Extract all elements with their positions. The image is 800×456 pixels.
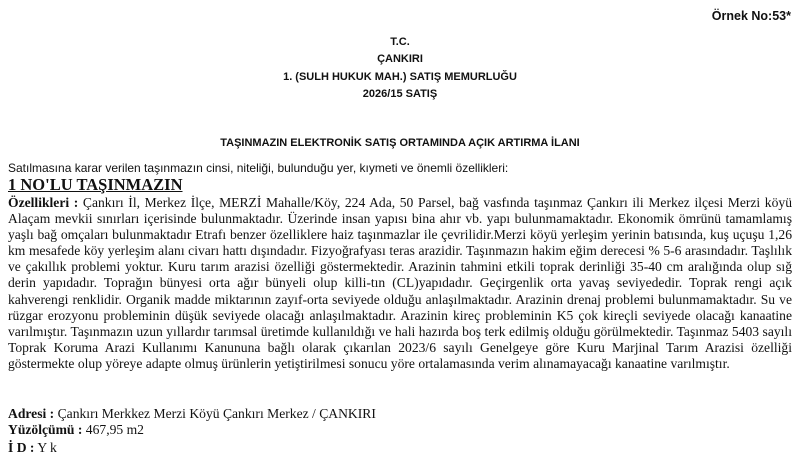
- features-paragraph: [8, 195, 792, 372]
- area-value: 467,95 m2: [85, 422, 144, 437]
- sample-number: Örnek No:53*: [711, 9, 791, 23]
- area-label: Yüzölçümü :: [8, 422, 83, 437]
- partial-label: İ D :: [8, 440, 35, 455]
- features-text: Çankırı İl, Merkez İlçe, MERZİ Mahalle/Köy, 224 Ada, 50 Parsel, bağ vasfında taşınmaz Çankırı ili Merkez ilçesi Merzi köyü Alaçam mevkii sınırları içerisinde bulunmaktadır. Üzerinde insan yapısı bina ahır vb. yapı bulunmamaktadır. Ekonomik ömrünü tamamlamış yaşlı bağ omçaları bulunmaktadır Etrafı benzer özelliklere haiz taşınmazlar ile çevrilidir.Merzi köyü yerleşim yerinin batısında, kuş uçuşu 1,26 km mesafede köy yerleşim alanı civarı hattı dışındadır. Fizyoğrafyası teras arazidir. Taşınmazın hakim eğim derecesi % 5-6 arasındadır. Taşlılık ve çakıllık problemi yoktur. Kuru tarım arazisi özelliği göstermektedir. Arazinin tahmini etkili toprak derinliği 35-40 cm aralığında olup sığ derin yapıdadır. Toprağın bünyesi orta ağır bünyeli olup killi-tın (CL)yapıdadır. Geçirgenlik orta yavaş seviyededir. Toprak rengi açık kahverengi renklidir. Organik madde miktarının zayıf-orta seviyede olduğu anlaşılmaktadır. Arazinin drenaj problemi bulunmamaktadır. Su ve rüzgar erozyonu probleminin düşük seviyede olacağı anlaşılmaktadır. Arazinin kireç probleminin K5 çok kireçli seviyede olacağı kanaatine varılmıştır. Taşınmazın uzun yıllardır tarımsal üretimde kullanıldığı ve hali hazırda boş terk edilmiş olduğu görülmektedir. Taşınmaz 5403 sayılı Toprak Koruma Arazi Kullanımı Kanununa bağlı olarak çıkarılan 2023/6 sayılı Genelgeye göre Kuru Marjinal Tarım Arazisi özelliği göstermekte olup yöreye adapte olmuş ürünlerin yetiştirilmesi sonucu yöre ortalamasında verim alınamayacağı kanaatine varılmıştır.: [8, 195, 792, 371]
- features-label: Özellikleri :: [8, 195, 79, 210]
- address-label: Adresi :: [8, 406, 55, 421]
- area-line: [8, 422, 144, 438]
- header-office: 1. (SULH HUKUK MAH.) SATIŞ MEMURLUĞU: [283, 70, 517, 83]
- header-file-no: 2026/15 SATIŞ: [362, 87, 438, 100]
- header-city: ÇANKIRI: [377, 53, 423, 66]
- document-header: [0, 34, 800, 103]
- intro-text: Satılmasına karar verilen taşınmazın cinsi, niteliği, bulunduğu yer, kıymeti ve önemli özellikleri:: [8, 161, 509, 175]
- address-value: Çankırı Merkkez Merzi Köyü Çankırı Merkez / ÇANKIRI: [57, 406, 376, 421]
- partial-value: Y k: [37, 440, 57, 455]
- notice-title: TAŞINMAZIN ELEKTRONİK SATIŞ ORTAMINDA AÇIK ARTIRMA İLANI: [220, 137, 580, 149]
- partial-line: [8, 440, 57, 456]
- property-heading: 1 NO'LU TAŞINMAZIN: [8, 175, 183, 194]
- address-line: [8, 406, 376, 422]
- header-country: T.C.: [390, 36, 410, 48]
